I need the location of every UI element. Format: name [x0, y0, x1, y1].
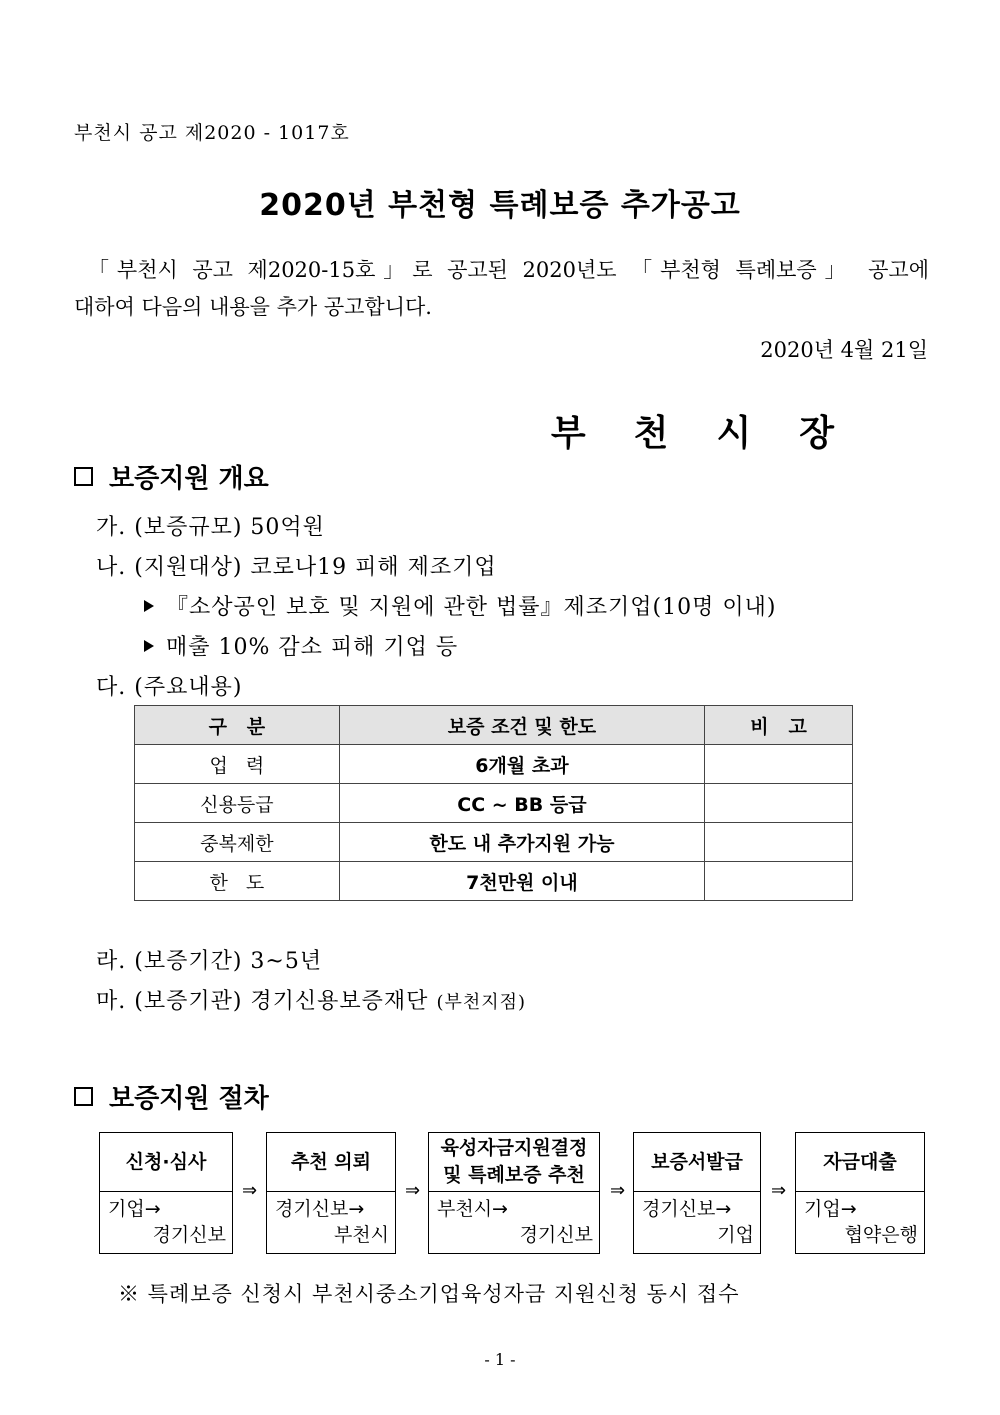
intro-paragraph — [74, 252, 929, 326]
flow-step-title: 추천 의뢰 — [267, 1133, 395, 1192]
section-heading-procedure — [74, 1078, 269, 1115]
section-heading-text: 보증지원 개요 — [109, 464, 269, 494]
flow-step-body — [634, 1192, 760, 1248]
procedure-note: ※ 특례보증 신청시 부천시중소기업육성자금 지원신청 동시 접수 — [118, 1282, 740, 1306]
table-cell: 6개월 초과 — [339, 745, 704, 784]
square-bullet-icon — [74, 467, 93, 486]
flow-step-from: 경기신보→ — [642, 1198, 732, 1220]
bullet-item-law — [144, 590, 776, 621]
flow-step-to: 협약은행 — [844, 1224, 918, 1246]
flow-step-recommend — [266, 1132, 396, 1254]
table-cell: 한 도 — [135, 862, 340, 901]
flow-arrow-icon: ⇒ — [610, 1180, 626, 1201]
table-cell: 신용등급 — [135, 784, 340, 823]
triangle-bullet-icon — [144, 600, 154, 612]
bullet-text: 『소상공인 보호 및 지원에 관한 법률』제조기업(10명 이내) — [166, 595, 777, 620]
flow-step-body — [100, 1192, 232, 1248]
item-period: 라. (보증기간) 3~5년 — [96, 949, 323, 974]
flow-arrow-icon: ⇒ — [242, 1180, 258, 1201]
flow-step-to: 경기신보 — [152, 1224, 226, 1246]
table-cell — [705, 784, 853, 823]
institution-branch: (부천지점) — [436, 992, 527, 1013]
table-header-row — [135, 706, 853, 745]
item-scale: 가. (보증규모) 50억원 — [96, 515, 325, 540]
notice-number: 부천시 공고 제2020 - 1017호 — [74, 122, 350, 144]
item-target: 나. (지원대상) 코로나19 피해 제조기업 — [96, 555, 497, 580]
page-number: - 1 - — [484, 1350, 516, 1369]
signer-name: 부천시장 — [550, 413, 882, 454]
triangle-bullet-icon — [144, 640, 154, 652]
flow-step-from: 경기신보→ — [275, 1198, 365, 1220]
intro-line-2: 대하여 다음의 내용을 추가 공고합니다. — [74, 295, 432, 319]
table-cell: 업 력 — [135, 745, 340, 784]
intro-line-1: 「부천시 공고 제2020-15호」로 공고된 2020년도 「부천형 특례보증」 공고에 — [88, 258, 929, 282]
table-row — [135, 745, 853, 784]
table-cell — [705, 745, 853, 784]
table-cell — [705, 823, 853, 862]
institution-text: 마. (보증기관) 경기신용보증재단 — [96, 989, 429, 1014]
flow-step-body — [796, 1192, 924, 1248]
table-cell: 중복제한 — [135, 823, 340, 862]
notice-date: 2020년 4월 21일 — [760, 338, 928, 362]
table-cell — [705, 862, 853, 901]
column-header: 비 고 — [705, 706, 853, 745]
section-heading-text: 보증지원 절차 — [109, 1084, 269, 1114]
conditions-table — [134, 705, 853, 901]
flow-step-title: 자금대출 — [796, 1133, 924, 1192]
flow-step-from: 부천시→ — [437, 1198, 508, 1220]
section-heading-overview — [74, 458, 269, 495]
bullet-item-sales — [144, 630, 458, 661]
table-cell: 7천만원 이내 — [339, 862, 704, 901]
table-row — [135, 862, 853, 901]
flow-step-apply — [99, 1132, 233, 1254]
flow-step-title: 보증서발급 — [634, 1133, 760, 1192]
bullet-text: 매출 10% 감소 피해 기업 등 — [166, 635, 459, 660]
flow-step-decision — [428, 1132, 600, 1254]
item-main-content: 다. (주요내용) — [96, 675, 243, 700]
flow-step-title: 육성자금지원결정 및 특례보증 추천 — [429, 1133, 599, 1192]
flow-step-loan — [795, 1132, 925, 1254]
table-cell: 한도 내 추가지원 가능 — [339, 823, 704, 862]
flow-step-from: 기업→ — [108, 1198, 161, 1220]
item-institution — [96, 984, 526, 1015]
flow-step-body — [429, 1192, 599, 1248]
column-header: 구 분 — [135, 706, 340, 745]
flow-step-title: 신청·심사 — [100, 1133, 232, 1192]
flow-step-to: 부천시 — [333, 1224, 389, 1246]
flow-step-from: 기업→ — [804, 1198, 857, 1220]
document-title: 2020년 부천형 특례보증 추가공고 — [259, 188, 741, 223]
table-row — [135, 823, 853, 862]
flow-arrow-icon: ⇒ — [771, 1180, 787, 1201]
flow-arrow-icon: ⇒ — [405, 1180, 421, 1201]
table-cell: CC ~ BB 등급 — [339, 784, 704, 823]
table-row — [135, 784, 853, 823]
flow-step-to: 기업 — [717, 1224, 754, 1246]
square-bullet-icon — [74, 1087, 93, 1106]
column-header: 보증 조건 및 한도 — [339, 706, 704, 745]
flow-step-body — [267, 1192, 395, 1248]
flow-step-to: 경기신보 — [519, 1224, 593, 1246]
flow-step-issue — [633, 1132, 761, 1254]
